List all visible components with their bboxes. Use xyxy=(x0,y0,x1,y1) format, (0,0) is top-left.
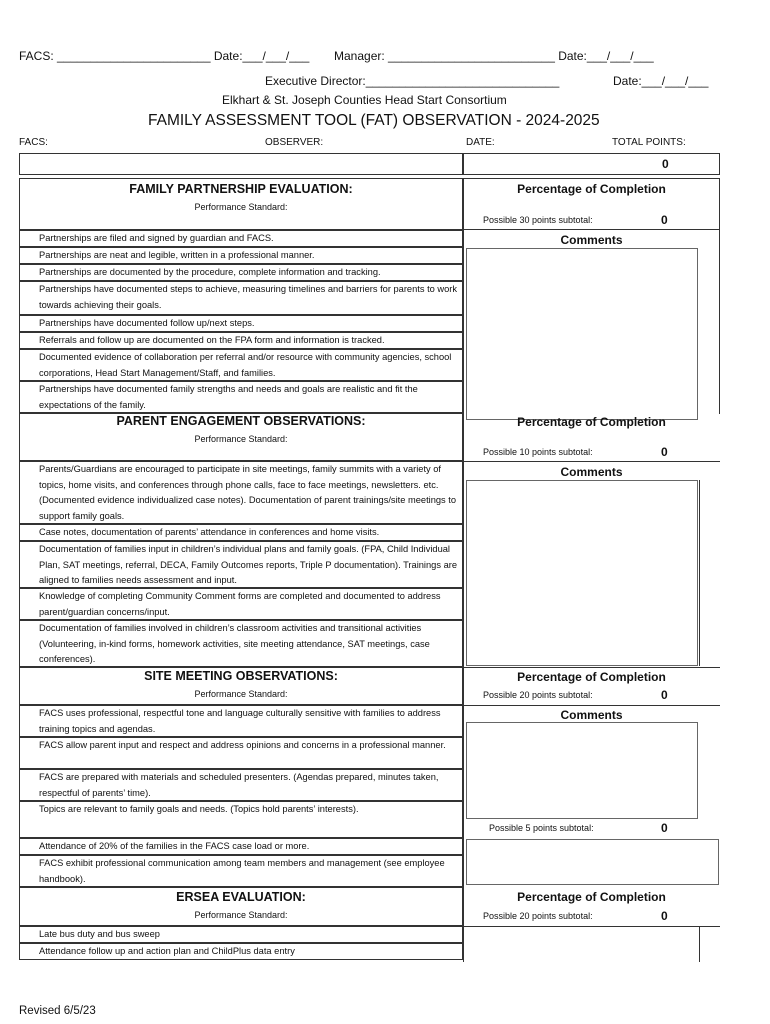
list-item: Documentation of families involved in children’s classroom activities and transitional activities (Volunteering, in-kind forms, homework activities, site meeting attendance, SAT meetings, case conferences). xyxy=(19,620,463,667)
list-item: Partnerships are neat and legible, written in a professional manner. xyxy=(19,247,463,264)
site-subtotal-2: 0 xyxy=(661,821,668,835)
facs-label: FACS: xyxy=(19,137,48,148)
list-item: Documentation of families input in children’s individual plans and family goals. (FPA, Child Individual Plan, SAT meetings, referral, DECA, Family Outcomes reports, Triple P documentation). Trainings are aligned to families needs assessment and input. xyxy=(19,541,463,588)
site-comments-label: Comments xyxy=(560,708,623,722)
list-item: FACS are prepared with materials and scheduled presenters. (Agendas prepared, minutes taken, respectful of parents’ time). xyxy=(19,769,463,801)
site-subtotal: 0 xyxy=(661,688,668,702)
list-item: Partnerships have documented family strengths and needs and goals are realistic and fit the expectations of the family. xyxy=(19,381,463,413)
family-comments-label: Comments xyxy=(560,233,623,247)
revised-date: Revised 6/5/23 xyxy=(19,1005,96,1017)
site-possible-points: Possible 20 points subtotal: xyxy=(483,690,593,700)
family-comments-box[interactable] xyxy=(466,248,698,420)
site-possible-points-2: Possible 5 points subtotal: xyxy=(489,823,594,833)
observer-label: OBSERVER: xyxy=(265,137,324,148)
ersea-possible-points: Possible 20 points subtotal: xyxy=(483,911,593,921)
list-item: FACS allow parent input and respect and address opinions and concerns in a professional manner. xyxy=(19,737,463,769)
facs-date-line: FACS: _______________________ Date:___/___/___ xyxy=(19,49,310,63)
site-section-title: SITE MEETING OBSERVATIONS: xyxy=(144,669,338,683)
total-points-value: 0 xyxy=(662,157,669,171)
list-item: Attendance follow up and action plan and ChildPlus data entry xyxy=(19,943,463,960)
page-title: FAMILY ASSESSMENT TOOL (FAT) OBSERVATION - 2024-2025 xyxy=(148,112,600,129)
list-item: Parents/Guardians are encouraged to participate in site meetings, family summits with a variety of topics, home visits, and conferences through phone calls, face to face meetings, newsletters. etc. (Documented evidence individualized case notes). Documentation of parent trainings/site meetings to support family goals. xyxy=(19,461,463,524)
list-item: Partnerships have documented follow up/next steps. xyxy=(19,315,463,332)
organization-name: Elkhart & St. Joseph Counties Head Start Consortium xyxy=(222,93,507,107)
site-comments-box-2[interactable] xyxy=(466,839,719,885)
list-item: Referrals and follow up are documented on the FPA form and information is tracked. xyxy=(19,332,463,349)
list-item: Case notes, documentation of parents’ attendance in conferences and home visits. xyxy=(19,524,463,541)
ersea-percentage-label: Percentage of Completion xyxy=(517,890,666,904)
date-label: DATE: xyxy=(466,137,495,148)
site-percentage-label: Percentage of Completion xyxy=(517,670,666,684)
parent-subtotal: 0 xyxy=(661,445,668,459)
list-item: Knowledge of completing Community Comment forms are completed and documented to address parent/guardian concerns/input. xyxy=(19,588,463,620)
list-item: Attendance of 20% of the families in the FACS case load or more. xyxy=(19,838,463,855)
family-percentage-label: Percentage of Completion xyxy=(517,182,666,196)
list-item: Partnerships have documented steps to achieve, measuring timelines and barriers for parents to work towards achieving their goals. xyxy=(19,281,463,315)
list-item: Topics are relevant to family goals and needs. (Topics hold parents’ interests). xyxy=(19,801,463,838)
site-performance-standard: Performance Standard: xyxy=(194,689,288,699)
family-subtotal: 0 xyxy=(661,213,668,227)
executive-director-line: Executive Director:_____________________________ xyxy=(265,74,560,88)
executive-director-date: Date:___/___/___ xyxy=(613,74,709,88)
date-total-field[interactable] xyxy=(463,153,720,175)
site-comments-box[interactable] xyxy=(466,722,698,819)
parent-performance-standard: Performance Standard: xyxy=(194,434,288,444)
parent-percentage-label: Percentage of Completion xyxy=(517,415,666,429)
list-item: FACS exhibit professional communication among team members and management (see employee handbook). xyxy=(19,855,463,887)
parent-possible-points: Possible 10 points subtotal: xyxy=(483,447,593,457)
facs-observer-field[interactable] xyxy=(19,153,463,175)
list-item: Late bus duty and bus sweep xyxy=(19,926,463,943)
list-item: Partnerships are documented by the procedure, complete information and tracking. xyxy=(19,264,463,281)
list-item: Documented evidence of collaboration per referral and/or resource with community agencies, school corporations, Head Start Management/Staff, and families. xyxy=(19,349,463,381)
parent-section-title: PARENT ENGAGEMENT OBSERVATIONS: xyxy=(116,414,366,428)
family-possible-points: Possible 30 points subtotal: xyxy=(483,215,593,225)
ersea-performance-standard: Performance Standard: xyxy=(194,910,288,920)
total-points-label: TOTAL POINTS: xyxy=(612,137,686,148)
family-performance-standard: Performance Standard: xyxy=(194,202,288,212)
family-section-title: FAMILY PARTNERSHIP EVALUATION: xyxy=(129,182,353,196)
parent-comments-box[interactable] xyxy=(466,480,698,666)
manager-date-line: Manager: _________________________ Date:___/___/___ xyxy=(334,49,654,63)
list-item: FACS uses professional, respectful tone and language culturally sensitive with families to address training topics and agendas. xyxy=(19,705,463,737)
list-item: Partnerships are filed and signed by guardian and FACS. xyxy=(19,230,463,247)
parent-comments-label: Comments xyxy=(560,465,623,479)
ersea-section-title: ERSEA EVALUATION: xyxy=(176,890,306,904)
ersea-subtotal: 0 xyxy=(661,909,668,923)
